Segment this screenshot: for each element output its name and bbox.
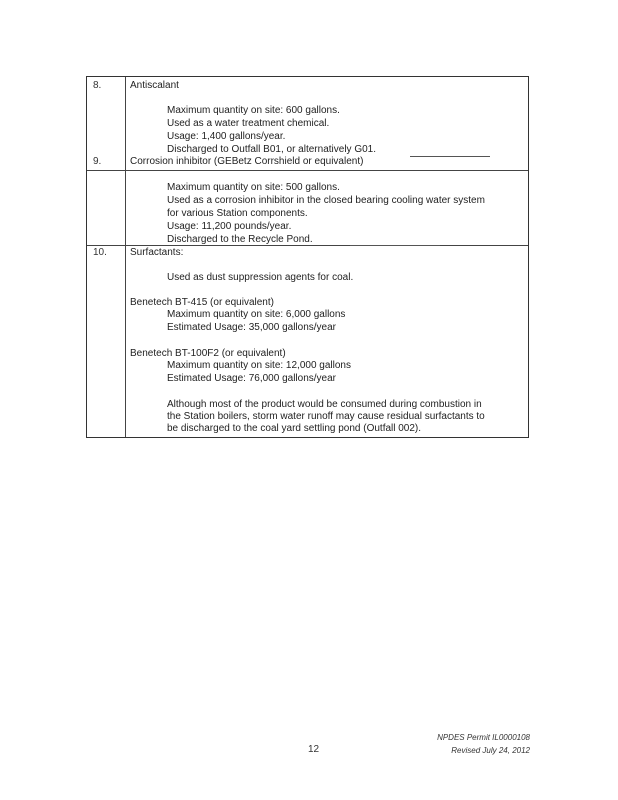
chemical-table: [86, 76, 529, 438]
closing-text: the Station boilers, storm water runoff may cause residual surfactants to: [167, 411, 485, 422]
closing-text: Although most of the product would be consumed during combustion in: [167, 399, 482, 410]
row-divider: [87, 245, 528, 246]
row-detail: for various Station components.: [167, 208, 308, 219]
row-detail: Usage: 1,400 gallons/year.: [167, 131, 286, 142]
product-name: Benetech BT-415 (or equivalent): [130, 297, 274, 308]
product-name: Benetech BT-100F2 (or equivalent): [130, 348, 286, 359]
row-heading: Corrosion inhibitor (GEBetz Corrshield or equivalent): [130, 156, 364, 167]
row-number: 8.: [93, 80, 102, 91]
scan-line: [350, 245, 440, 246]
closing-text: be discharged to the coal yard settling pond (Outfall 002).: [167, 423, 422, 434]
row-number: 10.: [93, 247, 107, 258]
row-divider: [87, 170, 528, 171]
revision-date: Revised July 24, 2012: [451, 746, 530, 755]
product-detail: Maximum quantity on site: 6,000 gallons: [167, 309, 346, 320]
product-detail: Estimated Usage: 35,000 gallons/year: [167, 322, 336, 333]
row-heading: Antiscalant: [130, 80, 179, 91]
scan-line: [410, 156, 490, 157]
row-detail: Maximum quantity on site: 500 gallons.: [167, 182, 340, 193]
row-detail: Discharged to Outfall B01, or alternatively G01.: [167, 144, 376, 155]
row-detail: Used as a corrosion inhibitor in the closed bearing cooling water system: [167, 195, 485, 206]
page-number: 12: [308, 744, 320, 755]
permit-number: NPDES Permit IL0000108: [437, 733, 530, 742]
row-number: 9.: [93, 156, 102, 167]
row-detail: Usage: 11,200 pounds/year.: [167, 221, 292, 232]
row-detail: Discharged to the Recycle Pond.: [167, 234, 313, 245]
row-detail: Used as a water treatment chemical.: [167, 118, 330, 129]
row-detail: Maximum quantity on site: 600 gallons.: [167, 105, 340, 116]
column-divider: [125, 77, 126, 437]
row-heading: Surfactants:: [130, 247, 184, 258]
row-detail: Used as dust suppression agents for coal.: [167, 272, 354, 283]
product-detail: Maximum quantity on site: 12,000 gallons: [167, 360, 351, 371]
product-detail: Estimated Usage: 76,000 gallons/year: [167, 373, 336, 384]
